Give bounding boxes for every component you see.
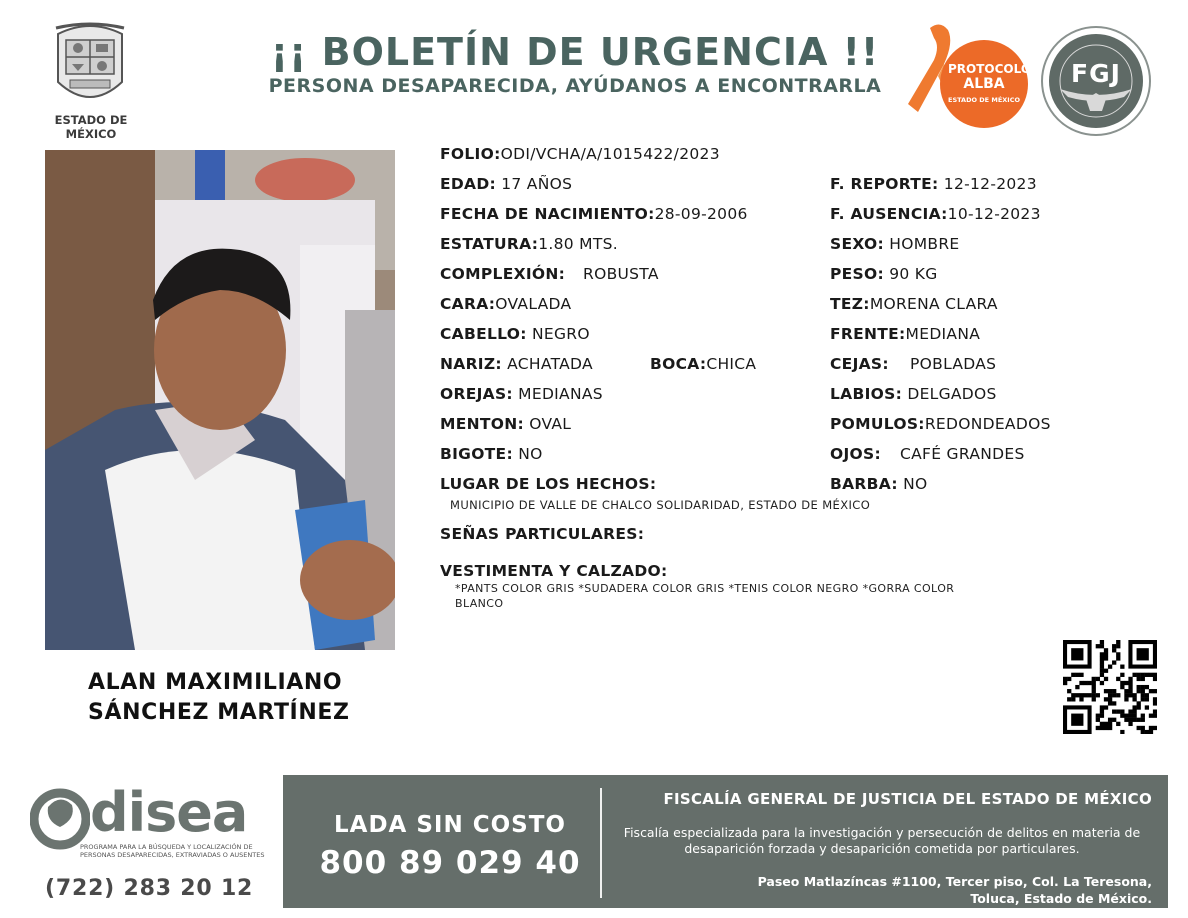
lada-label: LADA SIN COSTO bbox=[334, 812, 566, 838]
field-pomulos bbox=[830, 415, 1051, 433]
field-barba bbox=[830, 475, 927, 493]
cejas-value: POBLADAS bbox=[910, 355, 997, 373]
field-complexion bbox=[440, 265, 565, 283]
tez-label: TEZ: bbox=[830, 295, 870, 313]
field-f-reporte bbox=[830, 175, 1037, 193]
odisea-phone: (722) 283 20 12 bbox=[45, 876, 254, 901]
field-labios bbox=[830, 385, 997, 403]
f-reporte-label: F. REPORTE: bbox=[830, 175, 939, 193]
barba-label: BARBA: bbox=[830, 475, 898, 493]
missing-person-name bbox=[88, 668, 350, 728]
alba-line2: ALBA bbox=[963, 76, 1005, 92]
field-cejas bbox=[830, 355, 889, 373]
address-line1: Paseo Matlazíncas #1100, Tercer piso, Col. La Teresona, bbox=[757, 874, 1152, 889]
labios-value: DELGADOS bbox=[907, 385, 997, 403]
fgj-label: FGJ bbox=[1071, 59, 1121, 88]
menton-label: MENTON: bbox=[440, 415, 525, 433]
lugar-value: MUNICIPIO DE VALLE DE CHALCO SOLIDARIDAD, ESTADO DE MÉXICO bbox=[450, 498, 871, 512]
cabello-label: CABELLO: bbox=[440, 325, 527, 343]
estado-de-mexico-label: ESTADO DE MÉXICO bbox=[54, 113, 128, 141]
fiscalia-title: FISCALÍA GENERAL DE JUSTICIA DEL ESTADO DE MÉXICO bbox=[663, 790, 1152, 808]
estado-de-mexico-coat-of-arms bbox=[50, 20, 130, 110]
vestimenta-label: VESTIMENTA Y CALZADO: bbox=[440, 562, 668, 580]
nariz-value: ACHATADA bbox=[507, 355, 593, 373]
ojos-label: OJOS: bbox=[830, 445, 881, 463]
barba-value: NO bbox=[903, 475, 928, 493]
name-line1: ALAN MAXIMILIANO bbox=[88, 670, 343, 695]
f-ausencia-value: 10-12-2023 bbox=[947, 205, 1041, 223]
odisea-subtitle: PROGRAMA PARA LA BÚSQUEDA Y LOCALIZACIÓN DE PERSONAS DESAPARECIDAS, EXTRAVIADAS O AUSENTES bbox=[80, 843, 265, 859]
field-menton bbox=[440, 415, 571, 433]
f-reporte-value: 12-12-2023 bbox=[943, 175, 1037, 193]
field-lugar bbox=[440, 475, 656, 493]
complexion-value: ROBUSTA bbox=[583, 265, 659, 283]
edad-label: EDAD: bbox=[440, 175, 497, 193]
missing-person-photo bbox=[45, 150, 395, 650]
field-sexo bbox=[830, 235, 960, 253]
field-ojos bbox=[830, 445, 881, 463]
senas-label: SEÑAS PARTICULARES: bbox=[440, 525, 645, 543]
field-estatura bbox=[440, 235, 618, 253]
lugar-label: LUGAR DE LOS HECHOS: bbox=[440, 475, 657, 493]
field-cabello bbox=[440, 325, 590, 343]
field-vestimenta bbox=[440, 562, 667, 580]
pomulos-value: REDONDEADOS bbox=[924, 415, 1051, 433]
frente-label: FRENTE: bbox=[830, 325, 906, 343]
folio-value: ODI/VCHA/A/1015422/2023 bbox=[500, 145, 720, 163]
bulletin-title: ¡¡ BOLETÍN DE URGENCIA !! bbox=[270, 30, 880, 74]
odisea-brand: disea bbox=[90, 781, 248, 844]
field-peso bbox=[830, 265, 938, 283]
fiscalia-description: Fiscalía especializada para la investigación y persecución de delitos en materia de desaparición forzada y desaparición cometida por particulares. bbox=[623, 825, 1141, 856]
f-ausencia-label: F. AUSENCIA: bbox=[830, 205, 948, 223]
bigote-value: NO bbox=[518, 445, 543, 463]
ojos-value: CAFÉ GRANDES bbox=[900, 445, 1025, 463]
frente-value: MEDIANA bbox=[905, 325, 981, 343]
orejas-value: MEDIANAS bbox=[518, 385, 603, 403]
vestimenta-line1: *PANTS COLOR GRIS *SUDADERA COLOR GRIS *TENIS COLOR NEGRO *GORRA COLOR bbox=[455, 582, 955, 595]
cara-label: CARA: bbox=[440, 295, 496, 313]
field-folio bbox=[440, 145, 720, 163]
fiscalia-address bbox=[612, 873, 1152, 907]
field-nariz bbox=[440, 355, 593, 373]
cara-value: OVALADA bbox=[495, 295, 572, 313]
nacimiento-label: FECHA DE NACIMIENTO: bbox=[440, 205, 655, 223]
tez-value: MORENA CLARA bbox=[869, 295, 998, 313]
name-line2: SÁNCHEZ MARTÍNEZ bbox=[88, 700, 350, 725]
cabello-value: NEGRO bbox=[531, 325, 590, 343]
qr-code[interactable] bbox=[1063, 640, 1157, 734]
complexion-label: COMPLEXIÓN: bbox=[440, 265, 566, 283]
boca-label: BOCA: bbox=[650, 355, 707, 373]
bigote-label: BIGOTE: bbox=[440, 445, 513, 463]
lada-number[interactable]: 800 89 029 40 bbox=[319, 845, 581, 881]
field-edad bbox=[440, 175, 572, 193]
field-f-ausencia bbox=[830, 205, 1041, 223]
boca-value: CHICA bbox=[706, 355, 757, 373]
cejas-label: CEJAS: bbox=[830, 355, 889, 373]
field-frente bbox=[830, 325, 980, 343]
peso-label: PESO: bbox=[830, 265, 884, 283]
alba-line3: ESTADO DE MÉXICO bbox=[948, 96, 1020, 104]
protocolo-alba-logo bbox=[900, 20, 1030, 132]
sexo-value: HOMBRE bbox=[889, 235, 960, 253]
peso-value: 90 KG bbox=[889, 265, 938, 283]
field-bigote bbox=[440, 445, 543, 463]
address-line2: Toluca, Estado de México. bbox=[970, 891, 1152, 906]
folio-label: FOLIO: bbox=[440, 145, 501, 163]
menton-value: OVAL bbox=[529, 415, 572, 433]
sexo-label: SEXO: bbox=[830, 235, 885, 253]
vestimenta-line2: BLANCO bbox=[455, 597, 504, 610]
bulletin-subtitle: PERSONA DESAPARECIDA, AYÚDANOS A ENCONTRARLA bbox=[268, 75, 882, 97]
alba-line1: PROTOCOLO bbox=[948, 62, 1032, 76]
orejas-label: OREJAS: bbox=[440, 385, 513, 403]
field-orejas bbox=[440, 385, 603, 403]
estatura-label: ESTATURA: bbox=[440, 235, 539, 253]
field-boca bbox=[650, 355, 756, 373]
field-cara bbox=[440, 295, 571, 313]
field-tez bbox=[830, 295, 998, 313]
fgj-seal bbox=[1040, 25, 1152, 137]
edad-value: 17 AÑOS bbox=[501, 175, 573, 193]
field-nacimiento bbox=[440, 205, 748, 223]
nariz-label: NARIZ: bbox=[440, 355, 502, 373]
pomulos-label: POMULOS: bbox=[830, 415, 925, 433]
field-senas bbox=[440, 525, 644, 543]
odisea-logo bbox=[30, 781, 280, 875]
vestimenta-value bbox=[455, 581, 954, 611]
band-divider bbox=[600, 788, 602, 898]
estatura-value: 1.80 MTS. bbox=[538, 235, 618, 253]
nacimiento-value: 28-09-2006 bbox=[654, 205, 748, 223]
labios-label: LABIOS: bbox=[830, 385, 903, 403]
